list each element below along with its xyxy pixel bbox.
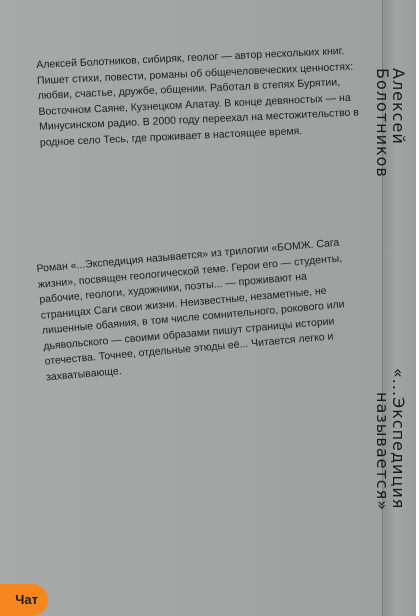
chat-button[interactable]: Чат bbox=[0, 584, 48, 616]
book-description-text: Роман «...Экспедиция называется» из трилогии «БОМЖ. Сага жизни», посвящен геологической теме. Герои его — студенты, рабочие, геологи, художники, поэты... — проживают на страницах Саги свои жизни. Неизвестные, незаметные, не лишенные обаяния, в том числе сомнительного, рокового или дьявольского — своими образами пишут страницы истории отечества. Точнее, отдельные этюды её... Читается легко и захватывающе. bbox=[36, 236, 346, 384]
spine-title-line-2: называется» bbox=[373, 392, 392, 512]
author-bio-text: Алексей Болотников, сибиряк, геолог — автор нескольких книг. Пишет стихи, повести, романы об общечеловеческих ценностях: любви, счастье, дружбе, общении. Работал в степях Бурятии, Восточном Саяне, Кузнецком Алатау. В конце девяностых — на Минусинском радио. В 2000 году переехал на местожительство в родное село Тесь, где проживает в настоящее время. bbox=[36, 45, 360, 149]
spine-author-first-name: Алексей bbox=[389, 68, 408, 145]
spine-title-line-1: «...Экспедиция bbox=[389, 368, 408, 510]
spine-author-last-name: Болотников bbox=[373, 68, 392, 178]
